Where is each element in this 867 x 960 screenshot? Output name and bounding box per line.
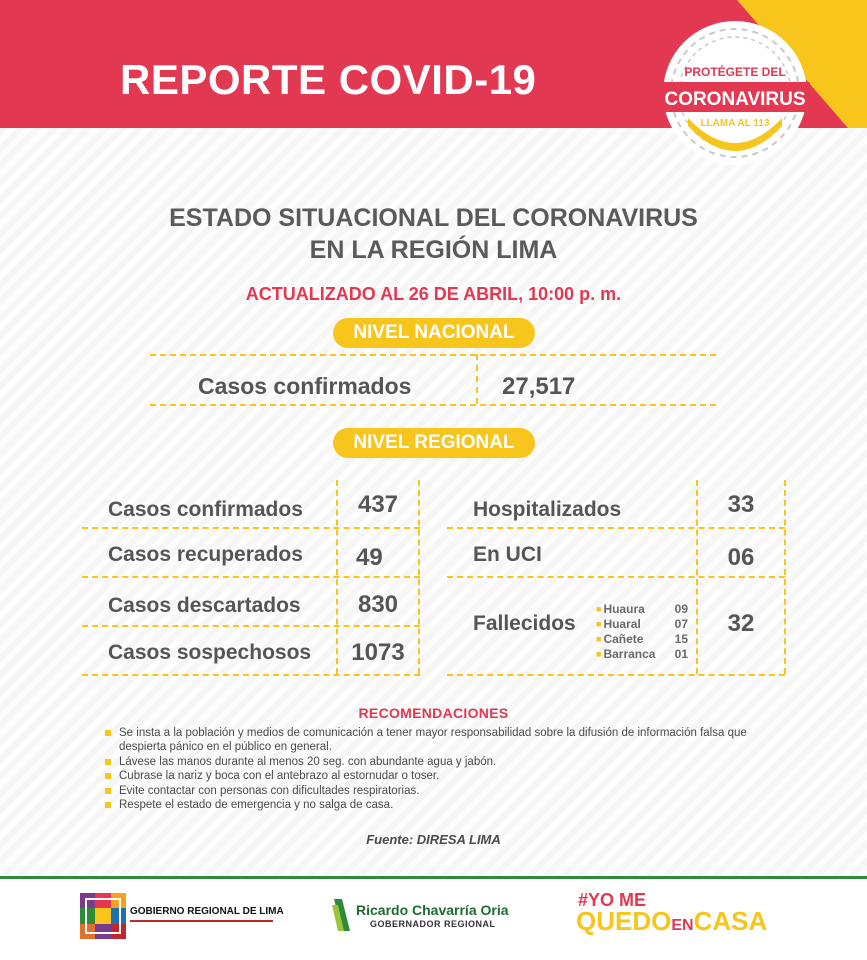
fallecidos-value: 32 [727, 610, 755, 637]
governor-role: GOBERNADOR REGIONAL [370, 919, 496, 929]
org-name: GOBIERNO REGIONAL DE LIMA [130, 906, 284, 917]
page-title: REPORTE COVID-19 [120, 56, 537, 103]
bullet-icon [105, 802, 111, 808]
list-item: Se insta a la población y medios de comunicación a tener mayor responsabilidad sobre la difusión de información falsa que despierta pánico en el público en general. [105, 726, 765, 755]
governor-name: Ricardo Chavarría Oria [356, 902, 509, 918]
org-underline [130, 920, 273, 922]
divider [150, 354, 716, 356]
badge-seal-icon [660, 18, 810, 168]
regional-row-label: Casos confirmados [108, 498, 303, 521]
bullet-icon [105, 730, 111, 736]
bullet-icon: ■ [596, 604, 602, 614]
source-note: Fuente: DIRESA LIMA [366, 832, 501, 847]
bullet-icon: ■ [596, 649, 602, 659]
badge-bottom-text: LLAMA AL 113 [700, 118, 770, 129]
list-item: Lávese las manos durante al menos 20 seg. con abundante agua y jabón. [105, 755, 765, 769]
divider [447, 674, 785, 676]
bullet-icon: ■ [596, 619, 602, 629]
list-item: ■ Huaura 09 [596, 602, 688, 616]
list-item: Respete el estado de emergencia y no salga de casa. [105, 798, 765, 812]
regional-row-label: Casos descartados [108, 594, 301, 617]
divider [82, 527, 420, 529]
recommendations-title: RECOMENDACIONES [358, 705, 509, 721]
bullet-icon [105, 773, 111, 779]
regional-row-label: Casos recuperados [108, 543, 303, 566]
regional-heading: NIVEL REGIONAL [333, 428, 535, 458]
divider [447, 527, 785, 529]
subtitle-line2: EN LA REGIÓN LIMA [309, 236, 558, 264]
uci-value: 06 [727, 544, 755, 571]
divider [418, 480, 420, 674]
campaign-line1: #YO ME [578, 890, 647, 910]
badge-top-text: PROTÉGETE DEL [684, 65, 786, 79]
fallecidos-label: Fallecidos [473, 612, 576, 635]
divider [82, 674, 420, 676]
campaign-line2: QUEDOENCASA [576, 906, 768, 936]
divider [82, 576, 420, 578]
regional-row-value: 830 [357, 591, 399, 618]
divider [150, 404, 716, 406]
bullet-icon [105, 788, 111, 794]
divider [476, 354, 478, 404]
uci-label: En UCI [473, 543, 542, 566]
list-item: ■ Cañete 15 [596, 632, 688, 646]
fallecidos-breakdown [596, 602, 688, 662]
subtitle-line1: ESTADO SITUACIONAL DEL CORONAVIRUS [169, 204, 698, 232]
list-item: ■ Barranca 01 [596, 647, 688, 661]
hospitalizados-value: 33 [727, 491, 755, 518]
regional-row-value: 1073 [351, 639, 405, 666]
bullet-icon: ■ [596, 634, 602, 644]
updated-timestamp: ACTUALIZADO AL 26 DE ABRIL, 10:00 p. m. [245, 284, 622, 304]
governor-logo-icon [330, 897, 354, 933]
national-heading: NIVEL NACIONAL [333, 318, 535, 348]
recommendations-list [105, 726, 765, 812]
regional-row-label: Casos sospechosos [108, 641, 312, 664]
national-value: 27,517 [502, 373, 576, 400]
grl-logo-icon [80, 893, 126, 939]
list-item: ■ Huaral 07 [596, 617, 688, 631]
regional-row-value: 437 [357, 491, 399, 518]
list-item: Cubrase la nariz y boca con el antebrazo al estornudar o toser. [105, 769, 765, 783]
divider [82, 625, 420, 627]
national-label: Casos confirmados [198, 373, 412, 399]
regional-row-value: 49 [356, 544, 383, 571]
hospitalizados-label: Hospitalizados [473, 498, 622, 521]
divider [447, 576, 785, 578]
divider [784, 480, 786, 674]
badge-main-text: CORONAVIRUS [664, 89, 806, 110]
bullet-icon [105, 759, 111, 765]
list-item: Evite contactar con personas con dificultades respiratorias. [105, 784, 765, 798]
